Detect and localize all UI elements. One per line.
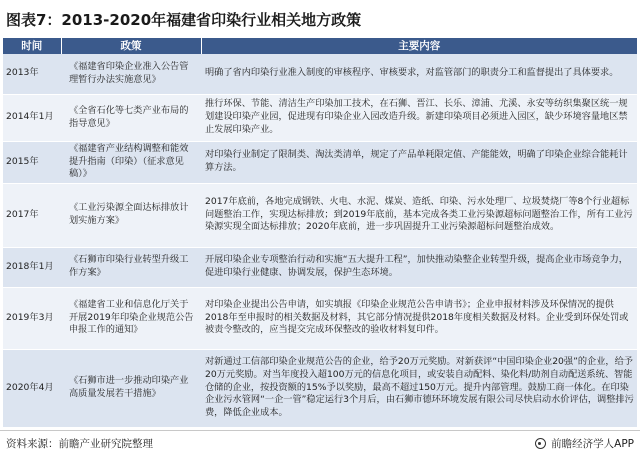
table-row [3,287,637,349]
header-policy: 政策 [61,38,201,54]
row-content: 对印染企业提出公告申请，如实填报《印染企业规范公告申请书》；企业申报材料涉及环保情况的提供2018年至申报时的相关数据及材料，其它部分情况提供2018年度相关数据及材料。企业受到环保处罚或被责令整改的，应当提交完成环保整改的验收材料复印件。 [201,287,637,349]
row-time: 2017年 [3,183,61,247]
row-policy: 《福建省印染企业准入公告管理暂行办法实施意见》 [61,54,201,94]
header-time: 时间 [3,38,61,54]
row-time: 2018年1月 [3,247,61,287]
table-row [3,247,637,287]
header-content: 主要内容 [201,38,637,54]
page-title: 图表7：2013-2020年福建省印染行业相关地方政策 [6,11,362,29]
row-content: 对新通过工信部印染企业规范公告的企业，给予20万元奖励。对新获评“中国印染企业20强”的企业，给予20万元奖励。对当年度投入超100万元的信息化项目，或安装自动配料、染化料/助剂自动配送系统、智能仓储的企业，按投资额的15%予以奖励，最高不超过150万元。提升内部管理。鼓励工商一体化。在印染企业污水管网“一企一管”稳定运行3个月后，由石狮市德环环境发展有限公司尽快启动水价评估，调整排污费，降低企业成本。 [201,349,637,427]
row-policy: 《石狮市印染行业转型升级工作方案》 [61,247,201,287]
row-content: 2017年底前，各地完成钢铁、火电、水泥、煤炭、造纸、印染、污水处理厂、垃圾焚烧厂等8个行业超标问题整治工作，实现达标排放；到2019年底前，基本完成各类工业污染源超标问题整治工作，所有工业污染源实现全面达标排放；2020年底前，进一步巩固提升工业污染源超标问题整治成效。 [201,183,637,247]
footer [0,430,640,456]
brand-name: 前瞻经济学人APP [551,438,634,450]
table-header-row [3,38,637,54]
row-time: 2020年4月 [3,349,61,427]
policy-table [3,38,637,428]
row-time: 2015年 [3,141,61,183]
row-time: 2019年3月 [3,287,61,349]
row-time: 2013年 [3,54,61,94]
table-row [3,349,637,427]
brand-credit [535,433,634,455]
table-row [3,141,637,183]
row-content: 明确了省内印染行业准入制度的审核程序、审核要求，对监管部门的职责分工和监督提出了具体要求。 [201,54,637,94]
row-policy: 《全省石化等七类产业布局的指导意见》 [61,94,201,141]
table-row [3,183,637,247]
row-policy: 《工业污染源全面达标排放计划实施方案》 [61,183,201,247]
row-policy: 《福建省产业结构调整和能效提升指南（印染）（征求意见稿）》 [61,141,201,183]
row-content: 对印染行业制定了限制类、淘汰类清单，规定了产品单耗限定值、产能能效，明确了印染企业综合能耗计算方法。 [201,141,637,183]
row-policy: 《福建省工业和信息化厅关于开展2019年印染企业规范公告申报工作的通知》 [61,287,201,349]
table-row [3,54,637,94]
row-content: 开展印染企业专项整治行动和实施“五大提升工程”，加快推动染整企业转型升级，提高企业市场竞争力，促进印染行业健康、协调发展，保护生态环境。 [201,247,637,287]
row-time: 2014年1月 [3,94,61,141]
brand-logo-icon [535,438,546,449]
row-policy: 《石狮市进一步推动印染产业高质量发展若干措施》 [61,349,201,427]
source-note: 资料来源：前瞻产业研究院整理 [6,438,153,450]
row-content: 推行环保、节能、清洁生产印染加工技术，在石狮、晋江、长乐、漳浦、尤溪、永安等纺织集聚区统一规划建设印染产业园，促进现有印染企业入园改造升级。新建印染项目必须进入园区，缺少环境容量地区禁止发展印染产业。 [201,94,637,141]
table-row [3,94,637,141]
